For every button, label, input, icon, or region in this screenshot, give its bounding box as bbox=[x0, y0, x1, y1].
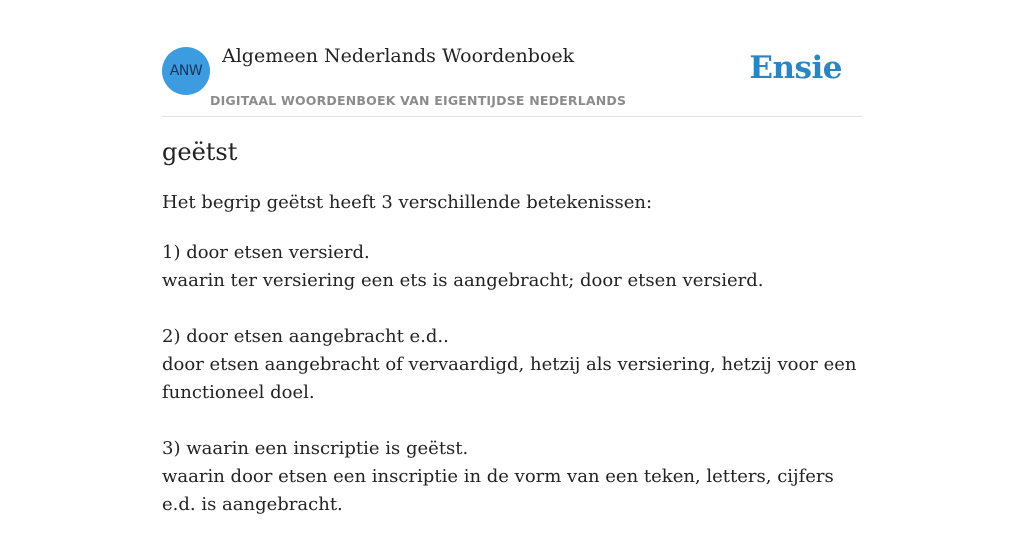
meaning-item bbox=[162, 435, 862, 519]
anw-logo[interactable] bbox=[162, 47, 210, 95]
site-subtitle: DIGITAAL WOORDENBOEK VAN EIGENTIJDSE NEDERLANDS bbox=[210, 93, 627, 108]
ensie-brand-link[interactable]: Ensie bbox=[749, 50, 842, 86]
meaning-item bbox=[162, 239, 862, 295]
site-title[interactable]: Algemeen Nederlands Woordenboek bbox=[222, 45, 575, 67]
meaning-definition: waarin door etsen een inscriptie in de vorm van een teken, letters, cijfers e.d. is aangebracht. bbox=[162, 466, 834, 515]
meaning-definition: waarin ter versiering een ets is aangebracht; door etsen versierd. bbox=[162, 270, 764, 291]
meaning-heading: 1) door etsen versierd. bbox=[162, 242, 370, 263]
entry-word: geëtst bbox=[162, 138, 238, 166]
meaning-item bbox=[162, 323, 862, 407]
meanings-list bbox=[162, 239, 862, 547]
entry-intro: Het begrip geëtst heeft 3 verschillende betekenissen: bbox=[162, 192, 653, 213]
page-container bbox=[162, 0, 862, 515]
meaning-heading: 3) waarin een inscriptie is geëtst. bbox=[162, 438, 469, 459]
site-header bbox=[162, 0, 862, 117]
logo-text: ANW bbox=[169, 63, 203, 79]
meaning-heading: 2) door etsen aangebracht e.d.. bbox=[162, 326, 449, 347]
meaning-definition: door etsen aangebracht of vervaardigd, hetzij als versiering, hetzij voor een functioneel doel. bbox=[162, 354, 857, 403]
